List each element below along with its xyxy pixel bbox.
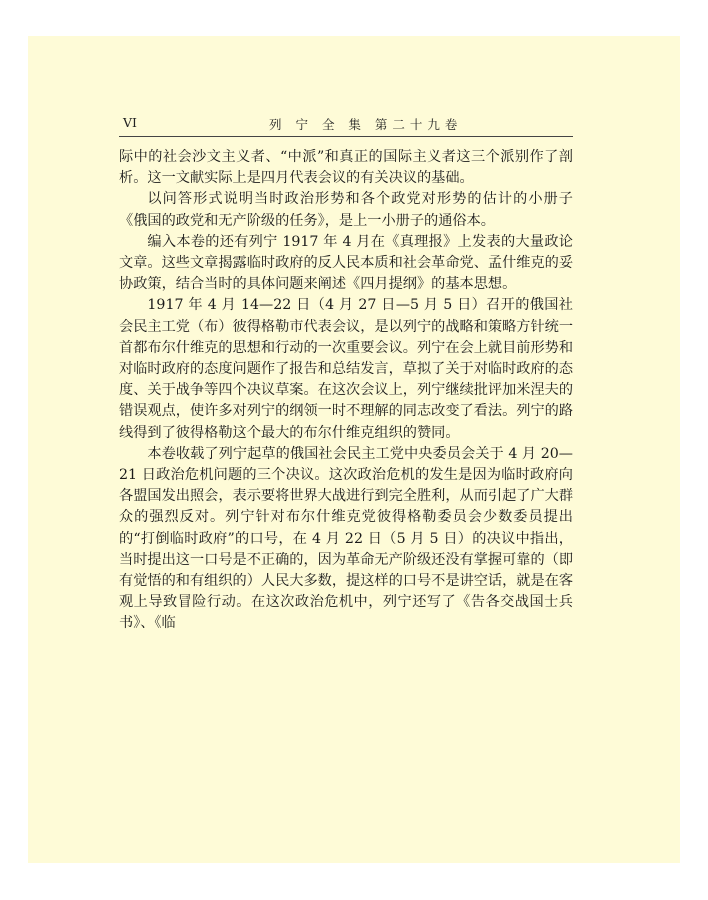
paragraph-continuation: 际中的社会沙文主义者、“中派”和真正的国际主义者这三个派别作了剖析。这一文献实际上是四月代表会议的有关决议的基础。 bbox=[119, 149, 573, 187]
book-title: 列 宁 全 集 第二十九卷 bbox=[269, 117, 463, 132]
running-head bbox=[119, 115, 573, 137]
paragraph: 本卷收载了列宁起草的俄国社会民主工党中央委员会关于 4 月 20—21 日政治危机问题的三个决议。这次政治危机的发生是因为临时政府向各盟国发出照会，表示要将世界大战进行到完全胜利，从而引起了广大群众的强烈反对。列宁针对布尔什维克党彼得格勒委员会少数委员提出的“打倒临时政府”的口号，在 4 月 22 日（5 月 5 日）的决议中指出，当时提出这一口号是不正确的，因为革命无产阶级还没有掌握可靠的（即有觉悟的和有组织的）人民大多数，提这样的口号不是讲空话，就是在客观上导致冒险行动。在这次政治危机中，列宁还写了《告各交战国士兵书》、《临 bbox=[119, 445, 574, 632]
paragraph: 以问答形式说明当时政治形势和各个政党对形势的估计的小册子《俄国的政党和无产阶级的任务》，是上一小册子的通俗本。 bbox=[119, 191, 573, 229]
paragraph: 1917 年 4 月 14—22 日（4 月 27 日—5 月 5 日）召开的俄国社会民主工党（布）彼得格勒市代表会议，是以列宁的战略和策略方针统一首都布尔什维克的思想和行动的一次重要会议。列宁在会上就目前形势和对临时政府的态度问题作了报告和总结发言，草拟了关于对临时政府的态度、关于战争等四个决议草案。在这次会议上，列宁继续批评加米涅夫的错误观点，使许多对列宁的纲领一时不理解的同志改变了看法。列宁的路线得到了彼得格勒这个最大的布尔什维克组织的赞同。 bbox=[119, 297, 574, 441]
header-rule bbox=[119, 136, 573, 137]
body-text bbox=[119, 147, 573, 635]
paragraph: 编入本卷的还有列宁 1917 年 4 月在《真理报》上发表的大量政论文章。这些文章揭露临时政府的反人民本质和社会革命党、孟什维克的妥协政策，结合当时的具体问题来阐述《四月提纲》的基本思想。 bbox=[119, 233, 574, 293]
page-number: VI bbox=[123, 115, 137, 130]
